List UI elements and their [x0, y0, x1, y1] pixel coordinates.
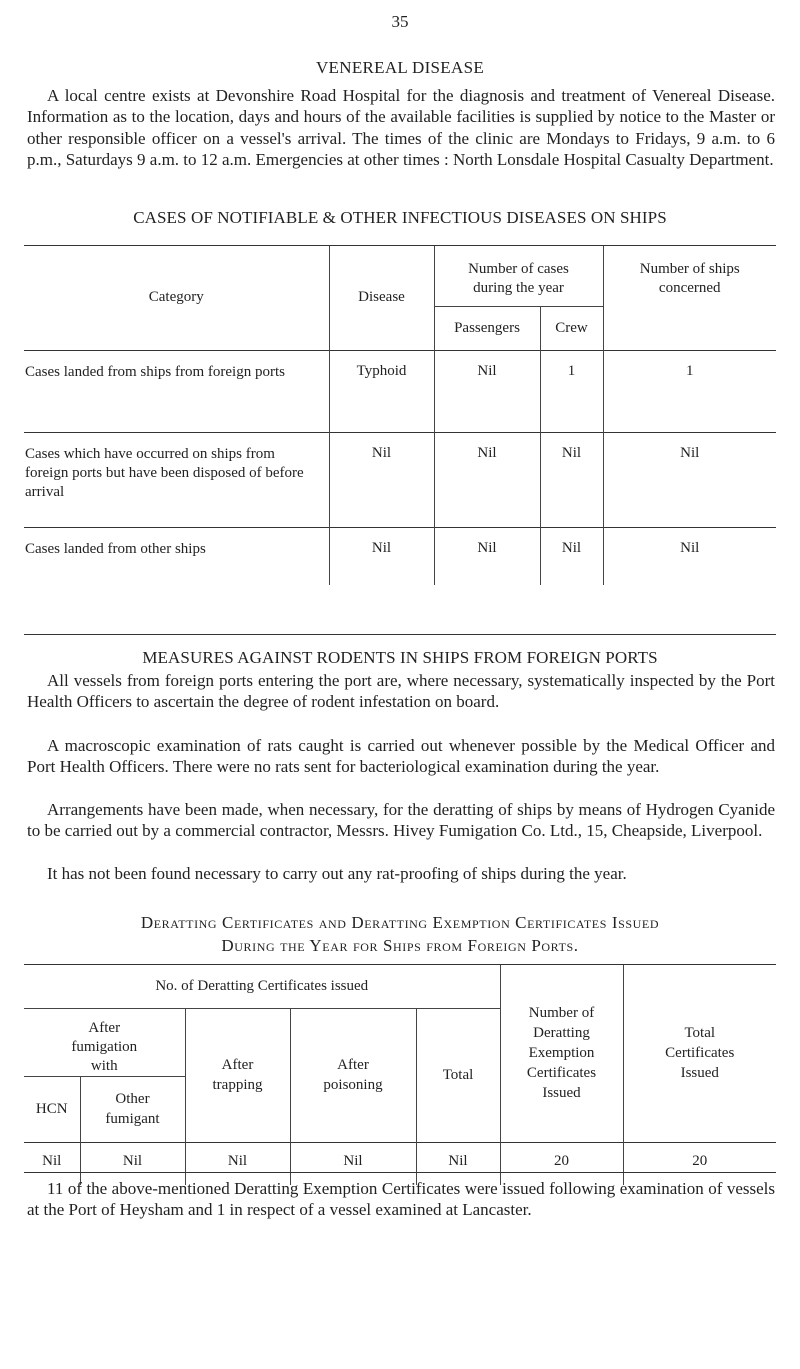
infectious-table: [24, 246, 776, 585]
table-row: [24, 350, 776, 432]
table-row: [24, 527, 776, 585]
header-category: Category: [148, 289, 204, 306]
header-ships: Number of ships concerned: [603, 246, 776, 350]
deratting-table-bottom-rule: [24, 1172, 776, 1173]
rodents-paragraph-1: All vessels from foreign ports entering the port are, where necessary, systematically inspected by the Port Health Officers to ascertain the degree of rodent infestation on board.: [27, 671, 775, 712]
row3-ships: Nil: [603, 527, 776, 585]
header-poisoning: After poisoning: [290, 1008, 416, 1142]
deratting-heading-line2: During the Year for Ships from Foreign Ports.: [221, 936, 579, 955]
header-disease: Disease: [329, 246, 434, 350]
row1-disease: Typhoid: [329, 350, 434, 432]
footnote-paragraph: 11 of the above-mentioned Deratting Exemption Certificates were issued following examination of vessels at the Port of Heysham and 1 in respect of a vessel examined at Lancaster.: [27, 1179, 775, 1220]
row1-category: Cases landed from ships from foreign ports: [25, 363, 285, 380]
cell-hcn: Nil: [42, 1152, 62, 1169]
header-exemption: Number of Deratting Exemption Certificates Issued: [500, 965, 623, 1142]
row3-crew: Nil: [540, 527, 603, 585]
row3-passengers: Nil: [434, 527, 540, 585]
header-total-certificates: Total Certificates Issued: [623, 965, 776, 1142]
header-total: Total: [416, 1008, 500, 1142]
header-hcn: HCN: [24, 1076, 80, 1142]
venereal-heading: VENEREAL DISEASE: [315, 58, 485, 77]
rodents-paragraph-3: Arrangements have been made, when necessary, for the deratting of ships by means of Hydrogen Cyanide to be carried out by a commercial contractor, Messrs. Hivey Fumigation Co. Ltd., 15, Cheapside, Liverpool.: [27, 800, 775, 841]
header-cases: Number of cases during the year: [434, 246, 603, 306]
row2-disease: Nil: [329, 432, 434, 527]
venereal-paragraph: A local centre exists at Devonshire Road Hospital for the diagnosis and treatment of Venereal Disease. Information as to the location, days and hours of the available facilities is supplied by notice to the Master or other responsible officer on a vessel's arrival. The times of the clinic are Mondays to Fridays, 9 a.m. to 6 p.m., Saturdays 9 a.m. to 12 a.m. Emergencies at other times : North Lonsdale Hospital Casualty Department.: [27, 86, 775, 170]
deratting-heading-line1: Deratting Certificates and Deratting Exemption Certificates Issued: [140, 913, 660, 932]
cell-total: Nil: [416, 1142, 500, 1185]
table-row: [24, 432, 776, 527]
cell-other-fumigant: Nil: [80, 1142, 185, 1185]
row1-crew: 1: [540, 350, 603, 432]
page-number: 35: [391, 12, 409, 31]
header-deratting-group: No. of Deratting Certificates issued: [155, 977, 369, 994]
header-fumigation: After fumigation with: [24, 1008, 185, 1076]
table-bottom-rule: [24, 634, 776, 635]
row2-passengers: Nil: [434, 432, 540, 527]
cell-exemption: 20: [500, 1142, 623, 1185]
cell-total-certificates: 20: [623, 1142, 776, 1185]
header-trapping: After trapping: [185, 1008, 290, 1142]
row1-passengers: Nil: [434, 350, 540, 432]
row3-disease: Nil: [329, 527, 434, 585]
cell-trapping: Nil: [185, 1142, 290, 1185]
row3-category: Cases landed from other ships: [25, 540, 206, 557]
row2-ships: Nil: [603, 432, 776, 527]
rodents-paragraph-2: A macroscopic examination of rats caught is carried out whenever possible by the Medical Officer and Port Health Officers. There were no rats sent for bacteriological examination during the year.: [27, 736, 775, 777]
deratting-table: [24, 965, 776, 1185]
row2-category: Cases which have occurred on ships from foreign ports but have been disposed of before arrival: [25, 445, 304, 500]
rodents-paragraph-4: It has not been found necessary to carry out any rat-proofing of ships during the year.: [47, 864, 627, 883]
infectious-heading: CASES OF NOTIFIABLE & OTHER INFECTIOUS DISEASES ON SHIPS: [133, 208, 667, 227]
rodents-heading: MEASURES AGAINST RODENTS IN SHIPS FROM FOREIGN PORTS: [142, 648, 658, 667]
row1-ships: 1: [603, 350, 776, 432]
header-crew: Crew: [540, 306, 603, 350]
header-passengers: Passengers: [434, 306, 540, 350]
header-other-fumigant: Other fumigant: [80, 1076, 185, 1142]
cell-poisoning: Nil: [290, 1142, 416, 1185]
row2-crew: Nil: [540, 432, 603, 527]
